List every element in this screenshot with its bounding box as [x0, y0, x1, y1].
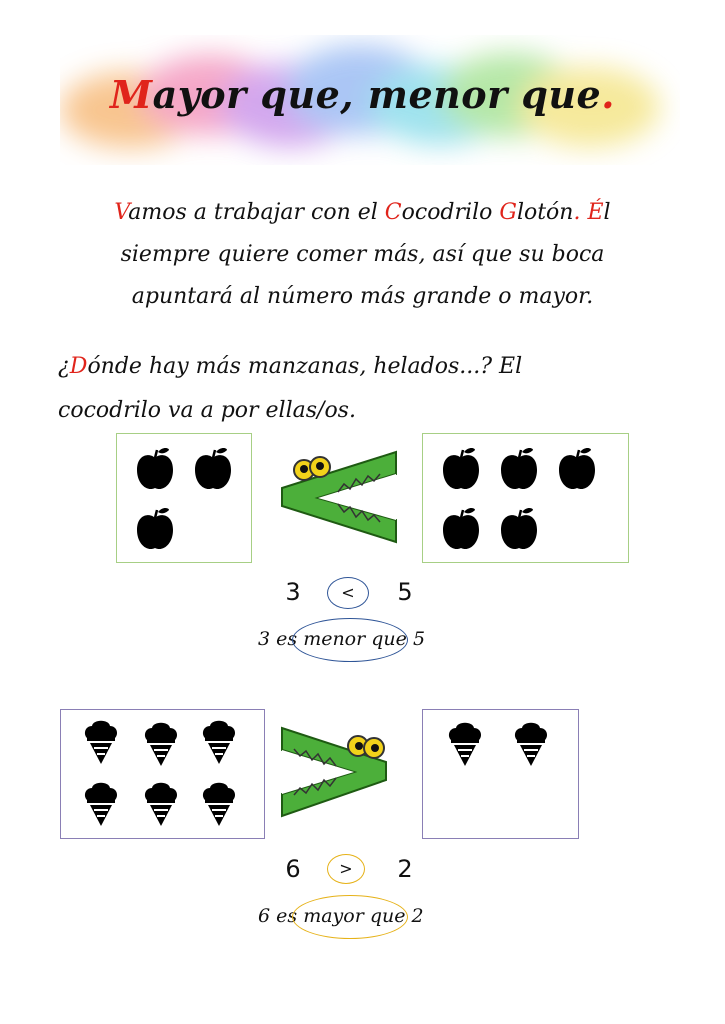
exercise1-sign-oval: <	[327, 577, 369, 609]
exercise2-sign-oval: >	[327, 854, 365, 884]
exercise2-left-icecreams	[61, 710, 264, 838]
apple-icon	[195, 448, 231, 489]
ice-cream-icon	[85, 783, 117, 826]
apple-icon	[443, 508, 479, 549]
exercise2-left-box	[60, 709, 265, 839]
exercise1-right-apples	[423, 434, 628, 562]
intro-line-2: siempre quiere comer más, así que su boca	[120, 242, 605, 267]
question-paragraph	[58, 345, 658, 433]
ice-cream-icon	[203, 783, 235, 826]
exercise1-left-apples	[117, 434, 251, 562]
apple-icon	[137, 508, 173, 549]
question-line-2: cocodrilo va a por ellas/os.	[58, 398, 356, 423]
exercise1-right-number: 5	[397, 578, 413, 606]
question-line-1: ¿Dónde hay más manzanas, helados...? El	[58, 354, 523, 379]
exercise1-right-box	[422, 433, 629, 563]
ice-cream-icon	[145, 783, 177, 826]
exercise1-left-number: 3	[285, 578, 301, 606]
page-title: Mayor que, menor que.	[110, 72, 615, 117]
ice-cream-icon	[515, 723, 547, 766]
exercise2-phrase-oval	[292, 895, 408, 939]
crocodile-icon	[278, 448, 400, 548]
ice-cream-icon	[145, 723, 177, 766]
apple-icon	[501, 508, 537, 549]
intro-paragraph	[70, 192, 655, 318]
exercise2-right-number: 2	[397, 855, 413, 883]
apple-icon	[501, 448, 537, 489]
apple-icon	[137, 448, 173, 489]
ice-cream-icon	[449, 723, 481, 766]
exercise2-sentence: 6 es mayor que 2	[258, 905, 424, 927]
exercise1-left-box	[116, 433, 252, 563]
exercise2-right-box	[422, 709, 579, 839]
ice-cream-icon	[203, 721, 235, 764]
crocodile-icon	[278, 724, 390, 820]
apple-icon	[559, 448, 595, 489]
exercise2-left-number: 6	[285, 855, 301, 883]
intro-line-1: Vamos a trabajar con el Cocodrilo Glotón. Él	[114, 200, 611, 225]
apple-icon	[443, 448, 479, 489]
ice-cream-icon	[85, 721, 117, 764]
exercise1-sentence: 3 es menor que 5	[258, 628, 426, 650]
exercise2-right-icecreams	[423, 710, 578, 838]
intro-line-3: apuntará al número más grande o mayor.	[131, 284, 594, 309]
exercise1-phrase-oval	[292, 618, 408, 662]
